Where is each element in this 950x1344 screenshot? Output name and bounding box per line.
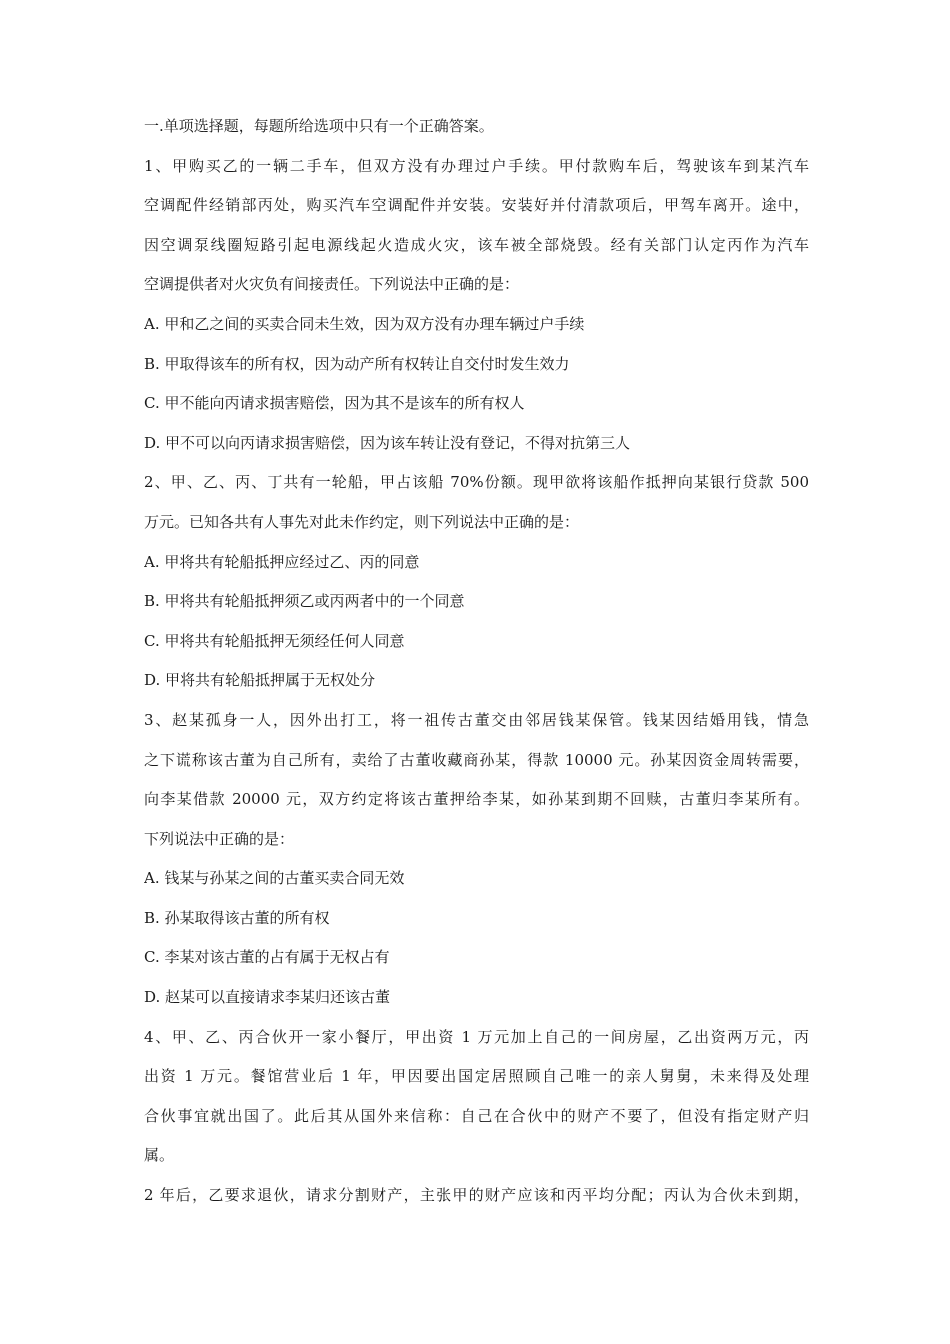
question-4-stem-line-3: 合伙事宜就出国了。此后其从国外来信称：自己在合伙中的财产不要了，但没有指定财产归 [144, 1106, 809, 1125]
question-1-stem-line-1: 1、甲购买乙的一辆二手车，但双方没有办理过户手续。甲付款购车后，驾驶该车到某汽车 [144, 156, 809, 175]
question-2-option-d: D. 甲将共有轮船抵押属于无权处分 [144, 671, 376, 690]
question-4-stem-line-1: 4、甲、乙、丙合伙开一家小餐厅，甲出资 1 万元加上自己的一间房屋，乙出资两万元，丙 [144, 1027, 809, 1046]
question-3-option-d: D. 赵某可以直接请求李某归还该古董 [144, 988, 391, 1007]
question-1-stem-line-2: 空调配件经销部丙处，购买汽车空调配件并安装。安装好并付清款项后，甲驾车离开。途中， [144, 196, 809, 215]
question-1-option-a: A. 甲和乙之间的买卖合同未生效，因为双方没有办理车辆过户手续 [144, 314, 585, 333]
question-3-stem-line-1: 3、赵某孤身一人，因外出打工，将一祖传古董交由邻居钱某保管。钱某因结婚用钱，情急 [144, 710, 809, 729]
question-3-option-b: B. 孙某取得该古董的所有权 [144, 908, 330, 927]
document-body [144, 116, 809, 1225]
question-1-option-c: C. 甲不能向丙请求损害赔偿，因为其不是该车的所有权人 [144, 394, 525, 413]
question-4-stem-line-4: 属。 [144, 1146, 175, 1165]
question-4-stem-line-5: 2 年后，乙要求退伙，请求分割财产，主张甲的财产应该和丙平均分配；丙认为合伙未到期， [144, 1186, 809, 1205]
question-3-stem-line-3: 向李某借款 20000 元，双方约定将该古董押给李某，如孙某到期不回赎，古董归李某所有。 [144, 790, 809, 809]
question-3-stem-line-2: 之下谎称该古董为自己所有，卖给了古董收藏商孙某，得款 10000 元。孙某因资金周转需要， [144, 750, 809, 769]
question-3-option-c: C. 李某对该古董的占有属于无权占有 [144, 948, 390, 967]
question-2-stem-line-2: 万元。已知各共有人事先对此未作约定，则下列说法中正确的是： [144, 512, 580, 531]
question-1-stem-line-3: 因空调泵线圈短路引起电源线起火造成火灾，该车被全部烧毁。经有关部门认定丙作为汽车 [144, 235, 809, 254]
question-3-option-a: A. 钱某与孙某之间的古董买卖合同无效 [144, 869, 405, 888]
section-title: 一.单项选择题，每题所给选项中只有一个正确答案。 [144, 117, 494, 135]
question-4-stem-line-2: 出资 1 万元。餐馆营业后 1 年，甲因要出国定居照顾自己唯一的亲人舅舅，未来得及处理 [144, 1067, 809, 1086]
question-1-option-d: D. 甲不可以向丙请求损害赔偿，因为该车转让没有登记，不得对抗第三人 [144, 433, 631, 452]
question-1-stem-line-4: 空调提供者对火灾负有间接责任。下列说法中正确的是： [144, 275, 520, 294]
question-2-stem-line-1: 2、甲、乙、丙、丁共有一轮船，甲占该船 70%份额。现甲欲将该船作抵押向某银行贷款 500 [144, 473, 809, 492]
question-1-option-b: B. 甲取得该车的所有权，因为动产所有权转让自交付时发生效力 [144, 354, 570, 373]
question-2-option-b: B. 甲将共有轮船抵押须乙或丙两者中的一个同意 [144, 592, 465, 611]
question-2-option-c: C. 甲将共有轮船抵押无须经任何人同意 [144, 631, 405, 650]
question-2-option-a: A. 甲将共有轮船抵押应经过乙、丙的同意 [144, 552, 420, 571]
question-3-stem-line-4: 下列说法中正确的是： [144, 829, 295, 848]
